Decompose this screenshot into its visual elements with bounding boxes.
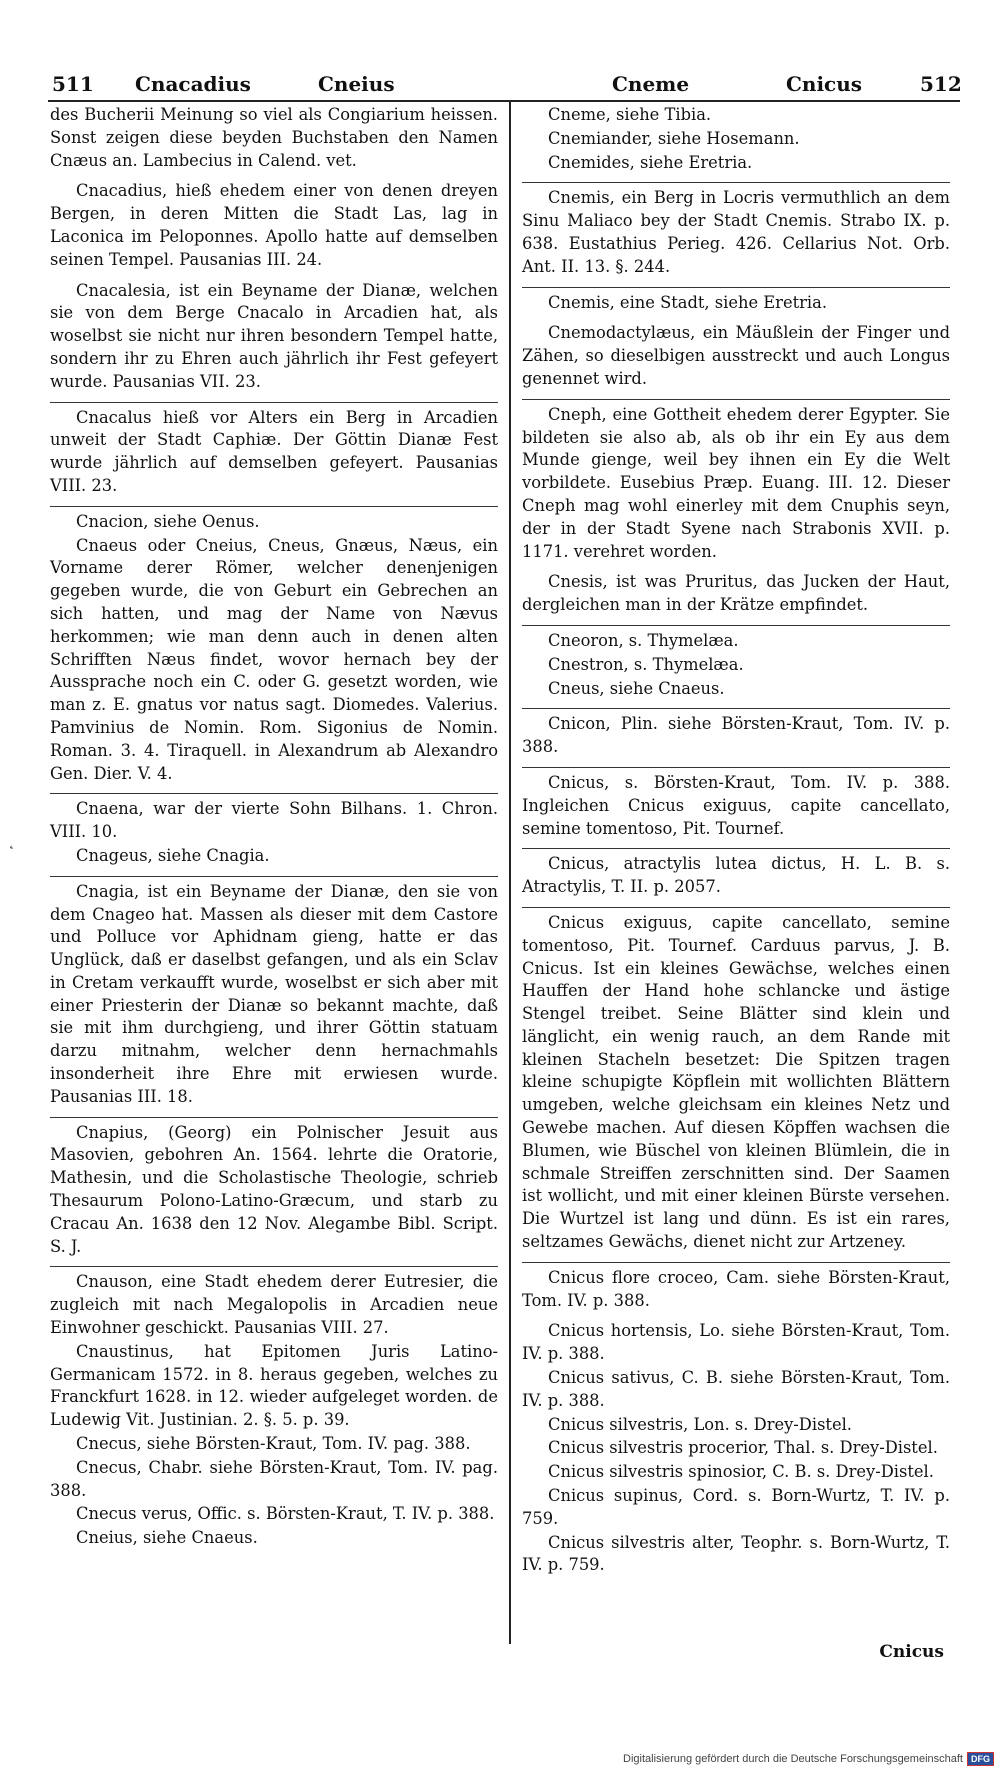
dictionary-entry: Cnicus supinus, Cord. s. Born-Wurtz, T. IV. p. 759. xyxy=(522,1486,950,1528)
dictionary-entry: Cnesis, ist was Pruritus, das Jucken der Haut, dergleichen man in der Krätze empfindet. xyxy=(522,572,950,615)
dictionary-entry: Cneme, siehe Tibia. xyxy=(548,105,712,124)
dictionary-entry: Cnicus, s. Börsten-Kraut, Tom. IV. p. 388. Ingleichen Cnicus exiguus, capite cancellato, semine tomentoso, Pit. Tournef. xyxy=(522,767,950,840)
margin-mark: ˛ xyxy=(8,834,15,850)
right-page-number: 512 xyxy=(920,72,962,96)
dictionary-entry: Cnicus silvestris procerior, Thal. s. Drey-Distel. xyxy=(548,1438,938,1458)
dictionary-entry: Cnaena, war der vierte Sohn Bilhans. 1. Chron. VIII. 10. xyxy=(50,793,498,844)
dictionary-entry: Cnaeus oder Cneius, Cneus, Gnæus, Næus, ein Vorname derer Römer, welcher denenjenigen gegeben wurde, die von Geburt ein Gebrechen an sich hatten, und mag der Name von Nævus herkommen; wie man denn auch in denen alten Schrifften Næus findet, wovor hernach bey der Aussprache noch ein C. oder G. gesetzt worden, wie man z. E. gnatus vor natus sagt. Diomedes. Valerius. Pamvinius de Nomin. Rom. Sigonius de Nomin. Roman. 3. 4. Tiraquell. in Alexandrum ab Alexandro Gen. Dier. V. 4. xyxy=(50,535,498,783)
dictionary-entry: Cnacadius, hieß ehedem einer von denen dreyen Bergen, in deren Mitten die Stadt Las, lag in Laconica im Peloponnes. Apollo hatte auf demselben seinen Tempel. Pausanias III. 24. xyxy=(50,181,498,269)
left-page-number: 511 xyxy=(52,72,94,96)
dictionary-entry: Cneph, eine Gottheit ehedem derer Egypter. Sie bildeten sie also ab, als ob ihr ein Ey aus dem Munde gienge, weil bey ihnen ein Ey die Welt vorbildete. Eusebius Præp. Euang. III. 12. Dieser Cneph mag wohl einerley mit dem Cnuphis seyn, der in der Stadt Syene nach Strabonis XVII. p. 1171. verehret worden. xyxy=(522,399,950,564)
dictionary-entry: Cnemis, eine Stadt, siehe Eretria. xyxy=(522,287,950,315)
dictionary-entry: Cnemodactylæus, ein Mäußlein der Finger und Zähen, so dieselbigen ausstreckt und auch Longus genennet wird. xyxy=(522,323,950,388)
dictionary-entry: Cnacion, siehe Oenus. xyxy=(50,506,498,534)
left-running-head-last: Cneius xyxy=(318,72,395,96)
right-running-head-last: Cnicus xyxy=(786,72,863,96)
dictionary-entry: Cnicus silvestris alter, Teophr. s. Born-Wurtz, T. IV. p. 759. xyxy=(522,1532,950,1575)
left-column xyxy=(50,104,498,1551)
digitization-footer xyxy=(623,1752,994,1766)
dictionary-entry: Cnemides, siehe Eretria. xyxy=(548,152,753,172)
dictionary-entry: Cnecus verus, Offic. s. Börsten-Kraut, T. IV. p. 388. xyxy=(76,1504,495,1524)
dictionary-entry: Cneius, siehe Cnaeus. xyxy=(76,1528,258,1548)
dictionary-entry: Cnacalus hieß vor Alters ein Berg in Arcadien unweit der Stadt Caphiæ. Der Göttin Dianæ Fest wurde jährlich auf demselben gefeyert. Pausanias VIII. 23. xyxy=(50,402,498,498)
dictionary-entry: Cnicus, atractylis lutea dictus, H. L. B. s. Atractylis, T. II. p. 2057. xyxy=(522,848,950,899)
left-running-head-first: Cnacadius xyxy=(135,72,251,96)
footer-text: Digitalisierung gefördert durch die Deutsche Forschungsgemeinschaft xyxy=(623,1753,963,1765)
dictionary-entry: Cnacalesia, ist ein Beyname der Dianæ, welchen sie von dem Berge Cnacalo in Arcadien hat, als woselbst sie nicht nur ihren besondern Tempel hatte, sondern ihr zu Ehren auch jährlich ihr Fest gefeyert wurde. Pausanias VII. 23. xyxy=(50,280,498,391)
right-running-head-first: Cneme xyxy=(612,72,690,96)
dictionary-entry: Cnicus exiguus, capite cancellato, semine tomentoso, Pit. Tournef. Carduus parvus, J. B. Cnicus. Ist ein kleines Gewächse, welches einen Hauffen der Hand hohe schlancke und ästige Stengel treibet. Seine Blätter sind klein und länglicht, ein wenig rauch, an dem Rande mit kleinen Stacheln besetzet: Die Spitzen tragen kleine schupigte Köpflein mit wollichten Blättern umgeben, welche gleichsam ein kleines Netz und Gewebe machen. Auf diesen Köpffen wachsen die Blumen, wie Büschel von kleinen Blümlein, die in schmale Streiffen zerschnitten sind. Der Saamen ist wollicht, und mit einer kleinen Bürste versehen. Die Wurtzel ist lang und dünn. Es ist ein rares, seltzames Gewächs, dienet nicht zur Artzeney. xyxy=(522,907,950,1254)
header-rule xyxy=(48,100,960,102)
dictionary-entry: Cnecus, Chabr. siehe Börsten-Kraut, Tom. IV. pag. 388. xyxy=(50,1457,498,1500)
dictionary-entry: Cnaustinus, hat Epitomen Juris Latino-Germanicam 1572. in 8. heraus gegeben, welches zu Franckfurt 1628. in 12. wieder aufgeleget worden. de Ludewig Vit. Justinian. 2. §. 5. p. 39. xyxy=(50,1341,498,1430)
dictionary-entry: Cneus, siehe Cnaeus. xyxy=(548,678,725,698)
dictionary-entry: Cnemiander, siehe Hosemann. xyxy=(548,128,800,148)
dictionary-entry: Cnecus, siehe Börsten-Kraut, Tom. IV. pag. 388. xyxy=(76,1434,471,1454)
dictionary-entry: Cnicus flore croceo, Cam. siehe Börsten-Kraut, Tom. IV. p. 388. xyxy=(522,1262,950,1313)
dictionary-entry: Cnestron, s. Thymelæa. xyxy=(548,654,744,674)
dictionary-entry: Cneoron, s. Thymelæa. xyxy=(522,625,950,653)
dictionary-entry: Cnicon, Plin. siehe Börsten-Kraut, Tom. IV. p. 388. xyxy=(522,708,950,759)
dictionary-entry: Cnicus sativus, C. B. siehe Börsten-Kraut, Tom. IV. p. 388. xyxy=(522,1368,950,1410)
dfg-logo: DFG xyxy=(967,1752,994,1766)
dictionary-entry: Cnicus silvestris spinosior, C. B. s. Drey-Distel. xyxy=(548,1462,934,1482)
dictionary-entry: Cnageus, siehe Cnagia. xyxy=(76,845,270,865)
catchword: Cnicus xyxy=(879,1642,944,1662)
dictionary-entry: Cnemis, ein Berg in Locris vermuthlich an dem Sinu Maliaco bey der Stadt Cnemis. Strabo IX. p. 638. Eustathius Perieg. 426. Cellarius Not. Orb. Ant. II. 13. §. 244. xyxy=(522,182,950,278)
right-column xyxy=(522,104,950,1578)
dictionary-entry: Cnicus hortensis, Lo. siehe Börsten-Kraut, Tom. IV. p. 388. xyxy=(522,1321,950,1364)
dictionary-entry: des Bucherii Meinung so viel als Congiarium heissen. Sonst zeigen diese beyden Buchstaben den Namen Cnæus an. Lambecius in Calend. vet. xyxy=(50,105,498,170)
column-divider xyxy=(509,102,511,1644)
dictionary-entry: Cnauson, eine Stadt ehedem derer Eutresier, die zugleich mit nach Megalopolis in Arcadien neue Einwohner geschickt. Pausanias VIII. 27. xyxy=(50,1266,498,1339)
dictionary-entry: Cnapius, (Georg) ein Polnischer Jesuit aus Masovien, gebohren An. 1564. lehrte die Oratorie, Mathesin, und die Scholastische Theologie, schrieb Thesaurum Polono-Latino-Græcum, und starb zu Cracau An. 1638 den 12 Nov. Alegambe Bibl. Script. S. J. xyxy=(50,1117,498,1259)
dictionary-entry: Cnicus silvestris, Lon. s. Drey-Distel. xyxy=(548,1414,852,1434)
dictionary-entry: Cnagia, ist ein Beyname der Dianæ, den sie von dem Cnageo hat. Massen als dieser mit dem Castore und Polluce vor Aphidnam gieng, hatte er das Unglück, daß er daselbst gefangen, und als ein Sclav in Cretam verkaufft wurde, woselbst er sich aber mit einer Priesterin der Dianæ so bekannt machte, daß sie mit ihm durchgieng, und ihrer Göttin statuam darzu mitnahm, welcher denn hernachmahls insonderheit ihre Ehre mit erwiesen wurde. Pausanias III. 18. xyxy=(50,876,498,1109)
